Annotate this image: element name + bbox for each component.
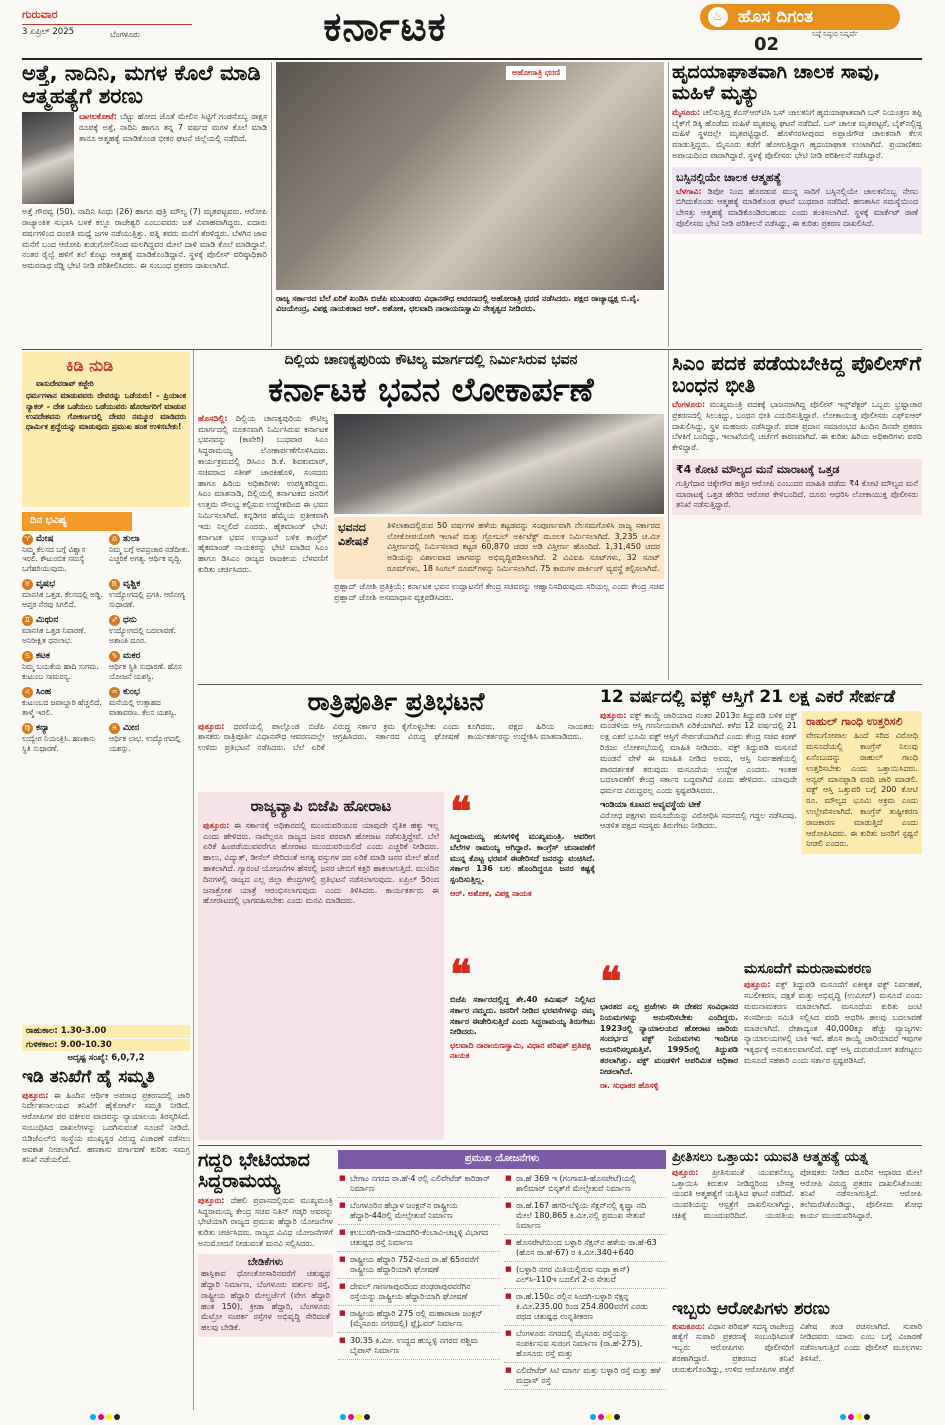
- boxed-story: [672, 459, 922, 515]
- zodiac-icon: ♊: [22, 615, 33, 626]
- zodiac-text: ಉದ್ಯೋಗದಲ್ಲಿ ಬದಲಾವಣೆ. ಅಶಾಂತಿ ದೂರ.: [109, 626, 177, 645]
- horoscope-title: ದಿನ ಭವಿಷ್ಯ: [22, 512, 132, 531]
- body-text: ಸಿಎಂ ಮಾತನಾಡಿ, ದಿಲ್ಲಿಯಲ್ಲಿ ಕರ್ನಾಟಕದ ಜನರಿಗೆ ಉತ್ತಮ ಸೌಲಭ್ಯ ಕಲ್ಪಿಸುವ ಉದ್ದೇಶದಿಂದ ಈ ಭವನ ನಿರ್ಮಿಸಲಾಗಿದೆ. ಕನ್ನಡಿಗರ ಹೆಮ್ಮೆಯ ಪ್ರತೀಕವಾಗಿ ಇದು ನಿಲ್ಲಲಿದೆ ಎಂದರು. ಹೈಕಮಾಂಡ್ ಭೇಟಿ: ಕರ್ನಾಟಕ ಭವನ ಉದ್ಘಾಟನೆ ಬಳಿಕ ಕಾಂಗ್ರೆಸ್ ಹೈಕಮಾಂಡ್ ನಾಯಕರನ್ನು ಭೇಟಿ ಮಾಡಿದ ಸಿಎಂ ಹಾಗೂ ಡಿಸಿಎಂ ರಾಜ್ಯದ ರಾಜಕೀಯ ಬೆಳವಣಿಗೆ ಕುರಿತು ಚರ್ಚಿಸಿದರು.: [198, 489, 328, 574]
- demands-body: ಹಾಸ್ಪಿಕಾವ ಧೋಂತೋಸಾರಿನವರೆಗೆ ಚತುಷ್ಪಥ ಹೆದ್ದಾರಿ ನಿರ್ಮಾಣ, ಬೆಂಗಳೂರು ವರ್ತುಲ ರಸ್ತೆ, ರಾಷ್ಟ್ರೀಯ ಹೆದ್ದಾರಿ ಮೇಲ್ದರ್ಜೆಗೆ (ವೇಗ ಹೆದ್ದಾರಿ ಹಂತ 150), ಕ್ರೀಡಾ ಹೆದ್ದಾರಿ, ಬೆಂಗಳೂರು ಮೆಟ್ರೋ ಸಂಪರ್ಕ ರಸ್ತೆಗಳ ಅಭಿವೃದ್ಧಿ ಸೇರಿದಂತೆ ಹಲವು ಬೇಡಿಕೆ.: [201, 1269, 330, 1333]
- body-text: ವಕ್ಫ್ ಕಾಯ್ದೆ ಜಾರಿಯಾದ ನಂತರ 2013ರ ತಿದ್ದುಪಡಿ ಬಳಿಕ ವಕ್ಫ್ ಮಂಡಳಿಯ ಆಸ್ತಿ ಗಣನೀಯವಾಗಿ ಏರಿಕೆಯಾಗಿದೆ. ಕಳೆದ 12 ವರ್ಷದಲ್ಲಿ 21 ಲಕ್ಷ ಎಕರೆ ಭೂಮಿ ವಕ್ಫ್ ಆಸ್ತಿಗೆ ಸೇರ್ಪಡೆಯಾಗಿದೆ ಎಂದು ಕೇಂದ್ರ ಸಚಿವ ಕಿರಣ್ ರಿಜಿಜು ಲೋಕಸಭೆಯಲ್ಲಿ ಮಾಹಿತಿ ನೀಡಿದರು. ವಕ್ಫ್ ತಿದ್ದುಪಡಿ ಮಸೂದೆ ಮಂಡನೆ ವೇಳೆ ಈ ಮಾಹಿತಿ ನೀಡಿದ ಅವರು, ಆಸ್ತಿ ನಿರ್ವಹಣೆಯಲ್ಲಿ ಪಾರದರ್ಶಕತೆ ತರುವುದು ಮಸೂದೆಯ ಉದ್ದೇಶ ಎಂದರು. ಇಂತಹ ಬದಲಾವಣೆಗೆ ಕೇಂದ್ರ ಸರ್ಕಾರ ಬದ್ಧವಾಗಿದೆ ಎಂದು ಹೇಳಿದರು. ಯಾವುದೇ ಧರ್ಮದ ವಿರುದ್ಧವಲ್ಲ ಎಂದು ಸ್ಪಷ್ಟಪಡಿಸಿದರು.: [600, 710, 797, 796]
- dateline: ಪುತ್ತೂರು:: [22, 1090, 49, 1100]
- zodiac-text: ನಿಮ್ಮ ಬಯಕೆಯ ಹಾದಿ ಸುಗಮ. ಕುಟುಂಬ ಸಾಮರಸ್ಯ.: [22, 662, 99, 681]
- kicker: ದಿಲ್ಲಿಯ ಚಾಣಕ್ಯಪುರಿಯ ಕೌಟಿಲ್ಯ ಮಾರ್ಗದಲ್ಲಿ ನಿರ್ಮಿಸಿರುವ ಭವನ: [284, 352, 578, 368]
- boxed-story: [672, 167, 922, 234]
- zodiac-text: ನಿಮ್ಮ ಬಗ್ಗೆ ಅಪಪ್ರಚಾರ ನಡೆದೀತು. ಎಚ್ಚರಿಕೆ ಅಗತ್ಯ. ಆರ್ಥಿಕ ವೃದ್ಧಿ.: [109, 544, 190, 564]
- horoscope-item: [22, 723, 103, 753]
- headline: ಗದ್ದರಿ ಭೇಟಿಯಾದ ಸಿದ್ದರಾಮಯ್ಯ: [198, 1150, 310, 1192]
- scheme-item: ■ ಬೆಂಗಳೂರಿನ ಹೆಬ್ಬಾಳ ಜಂಕ್ಷನ್‌ನ ರಾಷ್ಟ್ರೀಯ ಹೆದ್ದಾರಿ-44ರಲ್ಲಿ ಮೇಲ್ಸೇತುವೆ ನಿರ್ಮಾಣ: [338, 1198, 500, 1225]
- body-text: ವಕ್ಫ್ ತಿದ್ದುಪಡಿ ಮಸೂದೆಗೆ ಏಕೀಕೃತ ವಕ್ಫ್ ನಿರ್ವಹಣೆ, ಸಬಲೀಕರಣ, ದಕ್ಷತೆ ಮತ್ತು ಅಭಿವೃದ್ಧಿ (ಉಮೀದ್) ಮಸೂದೆ ಎಂದು ಮರುನಾಮಕರಣ ಮಾಡಲಾಗಿದೆ. ಮಸೂದೆಯ ಕುರಿತು ಜಂಟಿ ಸಂಸದೀಯ ಸಮಿತಿ ಸಲ್ಲಿಸಿದ ವರದಿ ಆಧರಿಸಿ ಹಲವು ಬದಲಾವಣೆ ಮಾಡಲಾಗಿದೆ. ದೇಶಾದ್ಯಂತ 40,000ಕ್ಕೂ ಹೆಚ್ಚು ವ್ಯಾಜ್ಯಗಳು ನ್ಯಾಯಾಲಯಗಳಲ್ಲಿ ಬಾಕಿ ಇವೆ. ಹೊಸ ಕಾಯ್ದೆ ಜಾರಿಯಾದರೆ ಇವುಗಳ ಇತ್ಯರ್ಥಕ್ಕೆ ಅನುಕೂಲವಾಗಲಿದೆ. ವಕ್ಫ್ ಆಸ್ತಿ ದುರುಪಯೋಗ ತಡೆಗಟ್ಟಲು ಮಸೂದೆ ಸಹಕಾರಿ ಎಂದು ಸರ್ಕಾರ ಸ್ಪಷ್ಟಪಡಿಸಿದೆ.: [744, 980, 922, 1065]
- horoscope: [22, 512, 190, 777]
- body-text: ದಿಲ್ಲಿಯ ಚಾಣಕ್ಯಪುರಿಯ ಕೌಟಿಲ್ಯ ಮಾರ್ಗದಲ್ಲಿ ನೂತನವಾಗಿ ನಿರ್ಮಿಸಿರುವ ಕರ್ನಾಟಕ ಭವನವನ್ನು (ಕಾವೇರಿ) ಬುಧವಾರ ಸಿಎಂ ಸಿದ್ದರಾಮಯ್ಯ ಲೋಕಾರ್ಪಣೆಗೊಳಿಸಿದರು. ಕಾರ್ಯಕ್ರಮದಲ್ಲಿ ಡಿಸಿಎಂ ಡಿ.ಕೆ. ಶಿವಕುಮಾರ್, ಸಚಿವರಾದ ಸತೀಶ್ ಜಾರಕಿಹೊಳಿ, ಸಂಸದರು ಹಾಗೂ ಹಿರಿಯ ಅಧಿಕಾರಿಗಳು ಉಪಸ್ಥಿತರಿದ್ದರು.: [198, 413, 328, 488]
- zodiac-text: ಆರ್ಥಿಕ ಸ್ಥಿತಿ ಸುಧಾರಣೆ. ಹೊಸ ಯೋಜನೆ ಯಶಸ್ವಿ.: [109, 662, 182, 681]
- body-text: ಚಲಿಸುತ್ತಿದ್ದ ಕೆಎಸ್‌ಆರ್‌ಟಿಸಿ ಬಸ್ ಚಾಲಕನಿಗೆ ಹೃದಯಾಘಾತವಾಗಿ ಬಸ್ ನಿಯಂತ್ರಣ ತಪ್ಪಿ ಬೈಕ್‌ಗೆ ಡಿಕ್ಕಿ ಹೊಡೆದು ಮಹಿಳೆ ಮೃತಪಟ್ಟ ಘಟನೆ ನಡೆದಿದೆ. ಬಸ್ ಚಾಲಕ ಮೃತಪಟ್ಟರೆ, ಬೈಕ್‌ನಲ್ಲಿದ್ದ ಮಹಿಳೆ ಸ್ಥಳದಲ್ಲೇ ಮೃತಪಟ್ಟಿದ್ದಾರೆ. ಹೊಳೆನರಸೀಪುರದ ಅಪ್ಪಾಜಿಗೌಡ ಚಾಲಕನಾಗಿ ಕೆಲಸ ಮಾಡುತ್ತಿದ್ದರು. ಮೈಸೂರು ಕಡೆಗೆ ಹೋಗುತ್ತಿದ್ದಾಗ ಹೃದಯಾಘಾತ ಉಂಟಾಗಿದೆ. ಪ್ರಯಾಣಿಕರು ಅಪಾಯದಿಂದ ಪಾರಾಗಿದ್ದಾರೆ. ಸ್ಥಳಕ್ಕೆ ಪೊಲೀಸರು ಭೇಟಿ ನೀಡಿ ಪರಿಶೀಲನೆ ನಡೆಸಿದ್ದಾರೆ.: [672, 107, 922, 160]
- zodiac-icon: ♈: [22, 534, 33, 545]
- story-youth: [672, 1150, 922, 1295]
- headline: ಸಿಎಂ ಪದಕ ಪಡೆಯಬೇಕಿದ್ದ ಪೊಲೀಸ್‌ಗೆ ಬಂಧನ ಭೀತಿ: [672, 352, 921, 397]
- horoscope-item: [109, 723, 190, 753]
- flame-icon: ♨: [708, 7, 728, 27]
- zodiac-text: ಉದ್ವೇಗ ನಿಯಂತ್ರಿಸಿ. ಹಣಕಾಸು ಸ್ಥಿತಿ ಸುಧಾರಣೆ.: [22, 734, 96, 753]
- section-rule: [22, 349, 922, 350]
- registration-marks: [340, 1413, 374, 1421]
- page-number: 02: [754, 34, 780, 55]
- section-rule: [198, 1145, 922, 1146]
- zodiac-text: ಮನೆಯಲ್ಲಿ ಉತ್ಸಾಹದ ವಾತಾವರಣ. ಕೆಲಸ ಯಶಸ್ವಿ.: [109, 698, 177, 717]
- scheme-item: ■ ಕಲಬುರಗಿ-ವಾಡಿ-ಯಾದಗಿರಿ-ಕೆಂಬಾವಿ-ಚಟ್ನಳ್ಳಿ ವಿಭಾಗದ ಚತುಷ್ಪಥ ರಸ್ತೆ ನಿರ್ಮಾಣ: [338, 1225, 500, 1252]
- body-text: ಪ್ರೀತಿಸುವಂತೆ ಯುವಕನೊಬ್ಬ ಒತ್ತಾಯಿಸಿ ಕಿರುಕುಳ ನೀಡಿದ್ದರಿಂದ ಬೇಸತ್ತ ಯುವತಿ ಆತ್ಮಹತ್ಯೆಗೆ ಯತ್ನಿಸಿದ ಘಟನೆ ನಡೆದಿದೆ. ಯುವತಿಯನ್ನು ಆಸ್ಪತ್ರೆಗೆ ದಾಖಲಿಸಲಾಗಿದ್ದು, ಚಿಕಿತ್ಸೆ ಮುಂದುವರಿದಿದೆ. ಯುವತಿಯ ಪೋಷಕರು ನೀಡಿದ ದೂರಿನ ಆಧಾರದ ಮೇಲೆ ಆರೋಪಿ ವಿರುದ್ಧ ಪ್ರಕರಣ ದಾಖಲಿಸಿಕೊಂಡು ತನಿಖೆ ನಡೆಸಲಾಗುತ್ತಿದೆ. ಆರೋಪಿ ತಲೆಮರೆಸಿಕೊಂಡಿದ್ದು, ಪೊಲೀಸರು ಶೋಧ ಕಾರ್ಯ ಮುಂದುವರಿಸಿದ್ದಾರೆ.: [672, 1167, 922, 1221]
- horoscope-item: [109, 579, 190, 609]
- photo-tag: ಅಹೋರಾತ್ರಿ ಧರಣಿ: [506, 66, 566, 80]
- kidi-body: ಧರ್ಮಗಳಾನ ಮಾಡುವವರು ದೇವರನ್ನು ಒಡೆಯರು! – ಪ್ರಿಯಾಂಕ ನ್ಯಾಕರ್ – ದೇಶ ಒಡೆಯಲು ಒಡೆಯುವರು ಹೊರಜಗರಿಗೆ ಮಾಡುವ ಉಪದೇಶವನು ಗೋಕರ್ಣದಲ್ಲಿ ದೇವರ ನಮ್ಮೂರ ಮಾಡಿದರು ಧಾರ್ಮಿಕ ಶ್ರದ್ಧೆಯನ್ನು ಮಾಡುವುದು ಪ್ರಮುಖ ಹಂತ ಉಳಿಸಬೇಕು!: [26, 391, 186, 431]
- body-text: ಧರಣಿಯಲ್ಲಿ ಪಾಲ್ಗೊಂಡ ಬಿಜೆಪಿ ಶಾಸಕರು ರಾತ್ರಿಪೂರ್ತಿ ವಿಧಾನಸೌಧ ಆವರಣದಲ್ಲೇ ಉಳಿದು ಪ್ರತಿಭಟನೆ ನಡೆಸಿದರು. ಬೆಲೆ ಏರಿಕೆ ವಿರುದ್ಧ ಸರ್ಕಾರ ಕ್ರಮ ಕೈಗೊಳ್ಳಬೇಕು ಎಂದು ಆಗ್ರಹಿಸಿದರು. ಸರ್ಕಾರದ ವಿರುದ್ಧ ಘೋಷಣೆ ಕೂಗಿದರು. ಪಕ್ಷದ ಹಿರಿಯ ನಾಯಕರು ಕಾರ್ಯಕರ್ತರನ್ನು ಉದ್ದೇಶಿಸಿ ಮಾತನಾಡಿದರು.: [198, 721, 594, 753]
- scheme-item: ■ ಹೊಸಪೇಟೆಯಿಂದ ಬಳ್ಳಾರಿ ಸೆಕ್ಷನ್‌ನ ಹಳೆಯ ರಾ.ಹೆ-63 (ಹೊಸ ರಾ.ಹೆ-67) ರ ಕಿ.ಮೀ.340+640: [504, 1235, 666, 1262]
- divider: [668, 350, 669, 680]
- story-bjp-statewide: [198, 792, 444, 1140]
- header-dateline: [22, 8, 192, 44]
- scheme-item: ■ ರಾಷ್ಟ್ರೀಯ ಹೆದ್ದಾರಿ 275 ರಲ್ಲಿ ಮಹಾರಾಜಾ ಜಂಕ್ಷನ್ (ಮೈಸೂರು ನಗರದಲ್ಲಿ) ಫ್ಲೈಓವರ್ ನಿರ್ಮಾಣ: [338, 1306, 500, 1333]
- dateline: ಪುತ್ತೂರು:: [744, 980, 771, 990]
- quote-text: ಸಿದ್ದರಾಮಯ್ಯ ಹುಸಿಗಳಿಕ್ಕೆ ಮುಖ್ಯಮಂತ್ರಿ. ಆವರೀಗ ಬೆಲೆಗಳ ರಾಮಯ್ಯ ಆಗಿದ್ದಾರೆ. ಕಾಂಗ್ರೆಸ್ ಚುನಾವಣೆಗೆ ಮುನ್ನ ಕೊಟ್ಟ ಭರವಸೆ ಈಡೇರಿಸದೆ ಜನರನ್ನು ವಂಚಿಸಿದೆ. ಸರ್ಕಾರ 136 ಬಲ ಹೊಂದಿದ್ದರೂ ಜನರ ಕಷ್ಟಕ್ಕೆ ಸ್ಪಂದಿಸುತ್ತಿಲ್ಲ.: [450, 832, 595, 885]
- brand-tagline: ನಿಷ್ಠೆ ನಿಷ್ಠುರ ನಿಷ್ಕರ್ಷೆ: [812, 30, 858, 38]
- scheme-item: ■ ರಾಷ್ಟ್ರೀಯ ಹೆದ್ದಾರಿ 752-ನಿಂದ ರಾ.ಹೆ 65ರವರೆಗೆ ರಾಷ್ಟ್ರೀಯ ಹೆದ್ದಾರಿಯಾಗಿ ಘೋಷಣೆ: [338, 1252, 500, 1279]
- quote-narayanaswamy: [450, 955, 595, 1140]
- schemes-left-list: [338, 1171, 500, 1390]
- story-murder: [22, 62, 267, 347]
- headline: ಇಬ್ಬರು ಆರೋಪಿಗಳು ಶರಣು: [672, 1300, 830, 1319]
- divider: [668, 62, 669, 347]
- horoscope-item: [22, 651, 103, 681]
- body-text: ಡಿಪೋ ನಿಂದ ಹೊರಡುವ ಮುನ್ನ ಸಾರಿಗೆ ಬಸ್ಸಿನಲ್ಲಿಯೇ ಚಾಲಕನೊಬ್ಬ ನೇಣು ಬಿಗಿದುಕೊಂಡು ಆತ್ಮಹತ್ಯೆ ಮಾಡಿಕೊಂಡ ಘಟನೆ ಬುಧವಾರ ನಡೆದಿದೆ. ಹಣಕಾಸಿನ ಸಮಸ್ಯೆಯಿಂದ ಬೇಸತ್ತು ಆತ್ಮಹತ್ಯೆ ಮಾಡಿಕೊಂಡಿರಬಹುದು ಎಂದು ಶಂಕಿಸಲಾಗಿದೆ. ಸ್ಥಳಕ್ಕೆ ಮಾರ್ಕೆಟ್ ಠಾಣೆ ಪೊಲೀಸರು ಭೇಟಿ ನೀಡಿ ಪರಿಶೀಲನೆ ನಡೆಸಿದ್ದು, ಈ ಕುರಿತು ಪ್ರಕರಣ ದಾಖಲಿಸಿದೆ.: [676, 186, 918, 228]
- timing-box: [22, 1025, 190, 1065]
- quote-author: ಛಲವಾದಿ ನಾರಾಯಣಸ್ವಾಮಿ, ವಿಧಾನ ಪರಿಷತ್ ಪ್ರತಿಪಕ್ಷ ನಾಯಕ: [450, 1041, 591, 1061]
- accused-photo: [22, 112, 74, 204]
- headline: ಹೃದಯಾಘಾತವಾಗಿ ಚಾಲಕ ಸಾವು, ಮಹಿಳೆ ಮೃತ್ಯು: [672, 62, 881, 104]
- zodiac-icon: ♒: [109, 687, 120, 698]
- body-text: ಈ ಹಿಂದಿನ ಆರ್ಥಿಕ ಅಪರಾಧ ಪ್ರಕರಣದಲ್ಲಿ ಜಾರಿ ನಿರ್ದೇಶನಾಲಯದ ತನಿಖೆಗೆ ಹೈಕೋರ್ಟ್ ಸಮ್ಮತಿ ನೀಡಿದೆ. ಆರೋಪಿಗಳ ಪರ ವಕೀಲರ ವಾದವನ್ನು ನ್ಯಾಯಾಲಯ ತಿರಸ್ಕರಿಸಿದೆ. ಸಂಬಂಧಿಸಿದ ದಾಖಲೆಗಳನ್ನು ಒದಗಿಸುವಂತೆ ಸೂಚನೆ ನೀಡಿದೆ. ಬಿಡಿಜೆಎಲ್‌ಬಿ ಸಂಸ್ಥೆಯ ಮುಖ್ಯಸ್ಥರ ವಿರುದ್ಧ ವಿಚಾರಣೆ ನಡೆಸಲು ಅವಕಾಶ ನೀಡಲಾಗಿದೆ. ಹಣಕಾಸು ವರ್ಗಾವಣೆ ಕುರಿತು ಸಮಗ್ರ ತನಿಖೆ ನಡೆಯಲಿದೆ.: [22, 1090, 190, 1165]
- dateline: ಪುತ್ತೂರು:: [203, 820, 230, 830]
- divider: [193, 350, 194, 1410]
- protest-photo: [276, 62, 664, 290]
- zodiac-icon: ♌: [22, 687, 33, 698]
- zodiac-text: ಮಾನಸಿಕ ಒತ್ತಡ ನಿವಾರಣೆ. ಅನಿರೀಕ್ಷಿತ ಧನಲಾಭ.: [22, 626, 86, 645]
- registration-marks: [840, 1413, 874, 1421]
- zodiac-name: ಮೀನ: [123, 722, 140, 733]
- dateline: ತುಮಕೂರು:: [672, 1321, 706, 1331]
- dateline: ಬಾಗಲಕೋಟೆ:: [79, 112, 117, 122]
- horoscope-grid: [22, 534, 190, 757]
- schemes-box: [338, 1150, 666, 1408]
- headline: ರಾತ್ರಿಪೂರ್ತಿ ಪ್ರತಿಭಟನೆ: [307, 688, 485, 716]
- zodiac-text: ನಿಮ್ಮ ಕೆಲಸದ ಬಗ್ಗೆ ವಿಶ್ವಾಸ ಇರಲಿ. ಕೌಟುಂಬಿಕ ಸಮಸ್ಯೆ ಬಗೆಹರಿಯುವುದು.: [22, 544, 86, 573]
- headline: ಪ್ರೀತಿಸಲು ಒತ್ತಾಯ: ಯುವತಿ ಆತ್ಮಹತ್ಯೆ ಯತ್ನ: [672, 1150, 869, 1165]
- body-text: ಈ ಸರ್ಕಾರಕ್ಕೆ ಅಧಿಕಾರದಲ್ಲಿ ಮುಂದುವರಿಯುವ ಯಾವುದೇ ನೈತಿಕ ಹಕ್ಕು ಇಲ್ಲ ಎಂದು ಹೇಳಿದರು. ನಾವೆಲ್ಲರೂ ರಾಜ್ಯದ ಜನರ ಪರವಾಗಿ ಹೋರಾಟ ನಡೆಸುತ್ತಿದ್ದೇವೆ. ಬೆಲೆ ಏರಿಕೆ ಹಿಂಪಡೆಯುವವರೆಗೂ ಹೋರಾಟ ಮುಂದುವರಿಯಲಿದೆ ಎಂದು ಎಚ್ಚರಿಕೆ ನೀಡಿದರು. ಹಾಲು, ವಿದ್ಯುತ್, ಡೀಸೆಲ್ ಸೇರಿದಂತೆ ಅಗತ್ಯ ವಸ್ತುಗಳ ದರ ಏರಿಕೆ ಮಾಡಿ ಜನರ ಮೇಲೆ ಹೊರೆ ಹಾಕಲಾಗಿದೆ. ಗ್ಯಾರಂಟಿ ಯೋಜನೆಗಳ ಹೆಸರಲ್ಲಿ ಜನರ ಜೇಬಿಗೆ ಕತ್ತರಿ ಹಾಕಲಾಗುತ್ತಿದೆ. ಮುಂದಿನ ದಿನಗಳಲ್ಲಿ ರಾಜ್ಯದ ಎಲ್ಲ ಜಿಲ್ಲಾ ಕೇಂದ್ರಗಳಲ್ಲಿ ಪ್ರತಿಭಟನೆ ನಡೆಸಲಾಗುವುದು. ಏಪ್ರಿಲ್ 5ರಿಂದ ಜನಾಕ್ರೋಶ ಯಾತ್ರೆ ಆರಂಭಿಸಲಾಗುವುದು ಎಂದು ತಿಳಿಸಿದರು. ಕಾರ್ಯಕರ್ತರು ಈ ಹೋರಾಟದಲ್ಲಿ ಭಾಗವಹಿಸಬೇಕು ಎಂದು ಮನವಿ ಮಾಡಿದರು.: [203, 820, 439, 906]
- zodiac-name: ತುಲಾ: [123, 533, 140, 544]
- scheme-item: ■ ರಾ.ಹೆ.150ಎ ರಲ್ಲಿನ ಸಿಂದಗಿ-ಬಳ್ಳಾರಿ ಸೆಕ್ಷನ್ನ ಕಿ.ಮೀ.235.00 ರಿಂದ 254.800ವರೆಗೆ ಎರಡು ಪಥದ ಚತುಷ್ಪಥ ಉನ್ನತೀಕರಣ: [504, 1289, 666, 1326]
- kidi-title: ಕಿಡಿ ನುಡಿ: [66, 356, 114, 375]
- zodiac-icon: ♋: [22, 651, 33, 662]
- zodiac-name: ಮಕರ: [123, 650, 141, 661]
- zodiac-icon: ♉: [22, 579, 33, 590]
- dateline: ಪುತ್ತೂರು:: [198, 721, 225, 731]
- quote-ashoka: [450, 792, 595, 952]
- zodiac-text: ಕುಟುಂಬದ ಜವಾಬ್ದಾರಿ ಹೆಚ್ಚಲಿದೆ. ತಾಳ್ಮೆ ಇರಲಿ.: [22, 698, 102, 717]
- horoscope-item: [109, 534, 190, 573]
- header-day: ಗುರುವಾರ: [22, 8, 192, 25]
- story-night-protest: [198, 688, 594, 788]
- zodiac-name: ಮಿಥುನ: [36, 614, 59, 625]
- zodiac-icon: ♐: [109, 615, 120, 626]
- bhavan-features-box: [334, 517, 664, 579]
- dateline: ಬೆಳಗಾವಿ:: [676, 186, 702, 196]
- zodiac-icon: ♓: [109, 723, 120, 734]
- gulika-kala: ಗುಳಿಕಕಾಲ: 9.00-10.30: [22, 1039, 190, 1052]
- story-heart-attack: [672, 62, 922, 347]
- brand-name: ಹೊಸ ದಿಗಂತ: [738, 7, 813, 27]
- protest-photo-story: [276, 62, 664, 347]
- zodiac-text: ಉದ್ಯೋಗದಲ್ಲಿ ಪ್ರಗತಿ. ಆರೋಗ್ಯ ಸುಧಾರಣೆ.: [109, 590, 186, 609]
- story-police-medal: [672, 352, 922, 682]
- dateline: ಪುತ್ತೂರು:: [600, 710, 627, 720]
- zodiac-text: ಆರ್ಥಿಕ ಲಾಭ. ಉದ್ಯೋಗದಲ್ಲಿ ಯಶಸ್ಸು.: [109, 734, 181, 753]
- story-karnataka-bhavan: [198, 352, 664, 682]
- section-title: ಕರ್ನಾಟಕ: [323, 3, 447, 50]
- headline: ರಾಜ್ಯವ್ಯಾಪಿ ಬಿಜೆಪಿ ಹೋರಾಟ: [250, 797, 392, 815]
- rahu-kala: ರಾಹುಕಾಲ: 1.30-3.00: [22, 1025, 190, 1038]
- body-text: ಅತ್ತೆ ಗೌರವ್ವ (50), ನಾದಿನಿ ಸಿಂಧು (26) ಹಾಗೂ ಪುತ್ರಿ ಮೌಲ್ಯ (7) ಮೃತಪಟ್ಟವರು. ಆರೋಪಿ ರಾಜ್ಯಾಂಕಿತ ಸುಭಾಸಿ ಬಳಕೆ ಕಲ್ಲೂ ರಾಜೇಶ್ವರಿ ಎಂಬುವವರು ಜತೆ ವಿವಾಹವಾಗಿದ್ದರು. ಐದಾರು ವರ್ಷಗಳಿಂದ ದಂಪತಿ ಮಧ್ಯೆ ಜಗಳ ನಡೆಯುತ್ತಿತ್ತು. ಪತ್ನಿ ತವರು ಮನೆಗೆ ತೆರಳಿದ್ದರು. ಬೆಳಗಿನ ಜಾವ ಮನೆಗೆ ಬಂದ ಆರೋಪಿ ಕುಡುಗೋಲಿನಿಂದ ಮಲಗಿದ್ದವರ ಮೇಲೆ ದಾಳಿ ಮಾಡಿ ಕೊಲೆ ಮಾಡಿದ್ದಾನೆ. ನಂತರ ರೈಲ್ವೆ ಹಳಿಗೆ ತಲೆ ಕೊಟ್ಟು ಆತ್ಮಹತ್ಯೆ ಮಾಡಿಕೊಂಡಿದ್ದಾನೆ. ಸ್ಥಳಕ್ಕೆ ಪೊಲೀಸ್ ವರಿಷ್ಠಾಧಿಕಾರಿ ಅಮರನಾಥ ರೆಡ್ಡಿ ಭೇಟಿ ನೀಡಿ ಪರಿಶೀಲಿಸಿದರು. ಈ ಸಂಬಂಧ ಪ್ರಕರಣ ದಾಖಲಾಗಿದೆ.: [22, 207, 267, 271]
- box-body: ವೇಣುಗೋಪಾಲ ಹಿಂದೆ ಸರಿದ ವಿರೋಧಿ ಮಸೂದೆಯಲ್ಲಿ ಕಾಂಗ್ರೆಸ್ ನಿಲುವು ಏನೆಂಬುದನ್ನು ರಾಹುಲ್ ಗಾಂಧಿ ಉತ್ತರಿಸಬೇಕು ಎಂದು ಒತ್ತಾಯಿಸಿದರು. ಅನ್ವರ್ ಮಾನಪ್ಪಾಡಿ ವರದಿ ಜಾರಿ ಮಾಡಲಿ. ವಕ್ಫ್ ಆಸ್ತಿ ಒತ್ತುವರಿ ಬಗ್ಗೆ 200 ಕೋಟಿ ರೂ. ಮೌಲ್ಯದ ಭೂಮಿ ಅಕ್ರಮ ಎಂದು ಉಲ್ಲೇಖಿಸಲಾಗಿದೆ. ಕಾಂಗ್ರೆಸ್ ತುಷ್ಟೀಕರಣ ರಾಜಕಾರಣ ಮಾಡುತ್ತಿದೆ ಎಂದು ಆರೋಪಿಸಿದರು. ಈ ಕುರಿತು ಜನರಿಗೆ ಸ್ಪಷ್ಟನೆ ನೀಡಲಿ ಎಂದರು.: [806, 731, 918, 849]
- header-city: ಬೆಂಗಳೂರು: [110, 30, 140, 39]
- demands-box: [198, 1254, 333, 1337]
- horoscope-item: [109, 615, 190, 645]
- zodiac-icon: ♑: [109, 651, 120, 662]
- body-text: ದೆಹಲಿ ಪ್ರವಾಸದಲ್ಲಿರುವ ಮುಖ್ಯಮಂತ್ರಿ ಸಿದ್ದರಾಮಯ್ಯ ಕೇಂದ್ರ ಸಚಿವ ನಿತಿನ್ ಗಡ್ಕರಿ ಅವರನ್ನು ಭೇಟಿಯಾಗಿ ರಾಜ್ಯದ ಪ್ರಮುಖ ಹೆದ್ದಾರಿ ಯೋಜನೆಗಳ ಕುರಿತು ಚರ್ಚಿಸಿದರು. ರಾಜ್ಯದ ವಿವಿಧ ಯೋಜನೆಗಳಿಗೆ ಅನುಮೋದನೆ ನೀಡುವಂತೆ ಮನವಿ ಸಲ್ಲಿಸಿದರು.: [198, 1195, 333, 1248]
- divider: [271, 62, 272, 347]
- registration-marks: [90, 1413, 124, 1421]
- zodiac-name: ವೃಷಭ: [36, 578, 56, 589]
- scheme-item: ■ ರಾ.ಹೆ.167 ಹಗರಿ-ಬೆಳ್ಳಿಯ ಸೆಕ್ಷನ್‌ನಲ್ಲಿ ಕೃಷ್ಣಾ ನದಿ ಮೇಲೆ 180.865 ಕಿ.ಮೀ.ನಲ್ಲಿ ಪ್ರಮುಖ ಸೇತುವೆ ನಿರ್ಮಾಣ: [504, 1198, 666, 1235]
- zodiac-name: ಸಿಂಹ: [36, 686, 52, 697]
- horoscope-item: [109, 651, 190, 681]
- zodiac-name: ಧನು: [123, 614, 137, 625]
- story-ed: [22, 1068, 190, 1408]
- dateline: ಪುತ್ತೂರು:: [672, 1167, 699, 1177]
- headline: ಮಸೂದೆಗೆ ಮರುನಾಮಕರಣ: [744, 962, 872, 977]
- dateline: ಪುತ್ತೂರು:: [198, 1195, 225, 1205]
- zodiac-icon: ♍: [22, 723, 33, 734]
- brand-badge: [700, 4, 900, 30]
- quote-text: ಭಾರತದ ಎಲ್ಲ ಪ್ರಜೆಗಳು ಈ ದೇಶದ ಸಂವಿಧಾನದ ನಿಯಮಗಳನ್ನು ಅನುಸರಿಸಬೇಕು ಎಂದಿದ್ದರು. 1923ರಲ್ಲಿ ನ್ಯಾಯಾಲಯದ ಹೋರಾಟ ಜಾರಿಯ ಸಂದರ್ಭದ ವಕ್ಫ್ ನಿಯಮಗಳು ಇಂದಿಗೂ ಅನುಸರಿಸಲ್ಪಡುತ್ತಿವೆ. 1995ರಲ್ಲಿ ತಿದ್ದುಪಡಿ ತರಲಾಗಿತ್ತು. ವಕ್ಫ್ ಮಂಡಳಿಗೆ ಅಪರಿಮಿತ ಅಧಿಕಾರ ನೀಡಲಾಗಿದೆ.: [600, 1002, 738, 1076]
- body-text: ವಿಧಾನ ಪರಿಷತ್ ಸದಸ್ಯ ರಾಜೇಂದ್ರ ಹತ್ಯೆಗೆ ಸುಪಾರಿ ಪ್ರಕರಣಕ್ಕೆ ಸಂಬಂಧಿಸಿದಂತೆ ಇಬ್ಬರು ಆರೋಪಿಗಳು ಪೊಲೀಸರಿಗೆ ಶರಣಾಗಿದ್ದಾರೆ. ಪ್ರಕರಣದ ತನಿಖೆ ಚುರುಕುಗೊಂಡಿದ್ದು, ಉಳಿದ ಆರೋಪಿಗಳ ಪತ್ತೆಗೆ ವಿಶೇಷ ತಂಡ ರಚಿಸಲಾಗಿದೆ. ಸುಪಾರಿ ನೀಡಿದವರು ಯಾರು ಎಂಬ ಬಗ್ಗೆ ವಿಚಾರಣೆ ನಡೆಸಲಾಗುತ್ತಿದೆ ಎಂದು ಪೊಲೀಸ್ ಮೂಲಗಳು ತಿಳಿಸಿವೆ.: [672, 1321, 922, 1374]
- scheme-item: ■ ದೇವಲ್ ಗಾಣಗಾಪುರದಿಂದ ಪಂಢರಾಪುರವರೆಗಿನ ರಸ್ತೆಯನ್ನು ರಾಷ್ಟ್ರೀಯ ಹೆದ್ದಾರಿಯಾಗಿ ಘೋಷಣೆ: [338, 1279, 500, 1306]
- section-rule: [198, 684, 922, 685]
- headline: ಅತ್ತೆ, ನಾದಿನಿ, ಮಗಳ ಕೊಲೆ ಮಾಡಿ ಆತ್ಮಹತ್ಯೆಗೆ ಶರಣು: [22, 62, 261, 109]
- quote-mark-icon: ❝: [600, 962, 622, 1005]
- scheme-item: ■ (ಬಳ್ಳಾರಿ ನಗರ ಮಿತಿಯಲ್ಲಿರುವ ಸುಧಾ ಕ್ರಾಸ್) ಎಲ್‌ಸಿ-110ಇ ಬದಲಿಗೆ 2-ರ ಸೇತುವೆ: [504, 1262, 666, 1289]
- scheme-item: ■ 30.35 ಕಿ.ಮೀ. ಉದ್ದದ ಹುಬ್ಬಳ್ಳಿ ನಗರದ ಪಶ್ಚಿಮ ಬೈಪಾಸ್ ನಿರ್ಮಾಣ: [338, 1333, 500, 1360]
- schemes-title: ಪ್ರಮುಖ ಯೋಜನೆಗಳು: [338, 1150, 666, 1169]
- registration-marks: [590, 1413, 624, 1421]
- quote-author: ರಾ. ಸುಧಾಕರ ಹೊಸಳ್ಳಿ: [600, 1080, 659, 1090]
- box-body: ಗುತ್ತಿಗೆದಾರ ಚಿಕ್ಕೇಗೌಡ ಹತ್ತಿರ ಆರೋಪಿ ಎಂಬುದರ ಮಾಹಿತಿ ಪಡೆದು ₹4 ಕೋಟಿ ಮೌಲ್ಯದ ಮನೆ ಮಾರಾಟಕ್ಕೆ ಒತ್ತಡ ಹೇರಿದ ಆರೋಪ ಕೇಳಿಬಂದಿದೆ. ದೂರು ಆಧರಿಸಿ ಲೋಕಾಯುಕ್ತ ಪೊಲೀಸರು ತನಿಖೆ ನಡೆಸುತ್ತಿದ್ದಾರೆ.: [676, 478, 918, 510]
- brand-logo: [700, 4, 920, 56]
- headline: 12 ವರ್ಷದಲ್ಲಿ ವಕ್ಫ್ ಆಸ್ತಿಗೆ 21 ಲಕ್ಷ ಎಕರೆ ಸೇರ್ಪಡೆ: [600, 688, 896, 707]
- horoscope-item: [22, 687, 103, 717]
- headline: ಇಡಿ ತನಿಖೆಗೆ ಹೈ ಸಮ್ಮತಿ: [22, 1068, 155, 1087]
- headline: ಕರ್ನಾಟಕ ಭವನ ಲೋಕಾರ್ಪಣೆ: [268, 369, 594, 409]
- story-waqf: [600, 688, 922, 958]
- header-rule: [22, 58, 922, 60]
- subhead: ಇಂಡಿಯಾ ಕೂಟದ ಅವ್ಯವಸ್ಥೆಯ ಟೀಕೆ: [600, 800, 701, 811]
- quote-sudhakar: [600, 962, 738, 1140]
- header-date: 3 ಏಪ್ರಿಲ್ 2025: [22, 26, 75, 37]
- story-bill-rename: [744, 962, 922, 1140]
- box-headline: ಬಸ್ಸಿನಲ್ಲಿಯೇ ಚಾಲಕ ಆತ್ಮಹತ್ಯೆ: [676, 170, 782, 184]
- kidi-nudi-box: [22, 352, 190, 507]
- quote-mark-icon: ❝: [450, 792, 472, 835]
- photo-caption: ರಾಜ್ಯ ಸರ್ಕಾರದ ಬೆಲೆ ಏರಿಕೆ ಖಂಡಿಸಿ ಬಿಜೆಪಿ ಮುಖಂಡರು ವಿಧಾನಸೌಧ ಆವರಣದಲ್ಲಿ ಅಹೋರಾತ್ರಿ ಧರಣಿ ನಡೆಸಿದರು. ಪಕ್ಷದ ರಾಜ್ಯಾಧ್ಯಕ್ಷ ಬಿ.ವೈ. ವಿಜಯೇಂದ್ರ, ವಿಪಕ್ಷ ನಾಯಕರಾದ ಆರ್. ಅಶೋಕ, ಛಲವಾದಿ ನಾರಾಯಣಸ್ವಾಮಿ ನೇತೃತ್ವದ ನೀಡಿದರು.: [276, 294, 640, 314]
- dateline: ಮೈಸೂರು:: [672, 107, 701, 117]
- inauguration-photo: [334, 414, 664, 514]
- horoscope-item: [22, 534, 103, 573]
- rahul-box: [802, 711, 922, 855]
- scheme-item: ■ ರಾ.ಹೆ 369 ಇ (ಗಂಗಾವತಿ-ಹೊಸಪೇಟೆ)ಯಲ್ಲಿ ಶಾಲಿಮಾರ್ ಬಿಸ್ಕತ್‌ಗೆ ಮೇಲ್ಸೇತುವೆ ನಿರ್ಮಾಣ: [504, 1171, 666, 1198]
- horoscope-item: [22, 579, 103, 609]
- dateline: ಹೊಸದಿಲ್ಲಿ:: [198, 413, 228, 423]
- lucky-number: ಅದೃಷ್ಟ ಸಂಖ್ಯೆ: 6,0,7,2: [67, 1053, 145, 1064]
- kidi-author: ವಾಸುದೇವರಾವ್ ಕಜ್ಜೇರಿ: [36, 379, 94, 388]
- quote-text: ಬಿಜೆಪಿ ಸರ್ಕಾರದಲ್ಲಿದ್ದ ಶೇ.40 ಕಮಿಷನ್ ನಿಲ್ಲಿಸಿದ ಸರ್ಕಾರ ನಮ್ಮದು. ಜನರಿಗೆ ನೀಡಿದ ಭರವಸೆಗಳನ್ನು ನಮ್ಮ ಸರ್ಕಾರ ಈಡೇರಿಸುತ್ತಿದೆ ಎಂದು ಸಿದ್ದರಾಮಯ್ಯ ತಿರುಗೇಟು ನೀಡಿದರು.: [450, 995, 595, 1037]
- zodiac-name: ಮೇಷ: [36, 533, 54, 544]
- box-headline: ₹4 ಕೋಟಿ ಮೌಲ್ಯದ ಮನೆ ಮಾರಾಟಕ್ಕೆ ಒತ್ತಡ: [676, 462, 840, 476]
- zodiac-text: ಮಾನಸಿಕ ಒತ್ತಡ. ಕೆಲಸದಲ್ಲಿ ಅಡ್ಡಿ. ಆಪ್ತರ ನೆರವು ಸಿಗಲಿದೆ.: [22, 590, 103, 609]
- box-body: ತಿಳಿಲಾಕಾದಲ್ಲಿರುವ 50 ವರ್ಷಗಳ ಹಳೆಯ ಕಟ್ಟಡವನ್ನು ಸಂಪೂರ್ಣವಾಗಿ ನೆಲಸಮಗೊಳಿಸಿ ರಾಜ್ಯ ಸರ್ಕಾರದ ಲೋಕೋಪಯೋಗಿ ಇಲಾಖೆ ಮತ್ತು ಗ್ಲೋಬಲ್ ಅರ್ಕಿಟೆಕ್ಟ್ ಮೂಲಕ ನಿರ್ಮಿಸಲಾಗಿದೆ. 3,235 ಚ.ಮೀ ವಿಸ್ತೀರ್ಣದಲ್ಲಿ ನಿರ್ಮಿಸಲಾದ ಕಟ್ಟಡ 60,870 ಚದರ ಅಡಿ ವಿಸ್ತೀರ್ಣ ಹೊಂದಿದೆ. 1,31,450 ಚದರ ಅಡಿಯನ್ನು ವಿಶಾಲವಾದ ಜಾಗವನ್ನು ಅಭಿವೃದ್ಧಿಪಡಿಸಲಾಗಿದೆ. 2 ವಿವಿಐಪಿ ಸೂಟ್‌ಗಳು, 32 ಸೂಟ್ ರೂಮ್‌ಗಳು, 18 ಸಿಂಗಲ್ ರೂಮ್‌ಗಳನ್ನು ನಿರ್ಮಿಸಲಾಗಿದೆ. 75 ಕಾರುಗಳ ಪಾರ್ಕಿಂಗ್ ವ್ಯವಸ್ಥೆ ಕಲ್ಪಿಸಲಾಗಿದೆ.: [387, 520, 660, 573]
- box-headline: ರಾಹುಲ್ ಗಾಂಧಿ ಉತ್ತರಿಸಲಿ: [806, 714, 903, 728]
- scheme-item: ■ ಬೆಂಗಳೂರು ನಗರದಲ್ಲಿ ಮೈಸೂರು ರಸ್ತೆಯನ್ನು ಸಂಪರ್ಕಿಸುವ ಸುರಂಗ ನಿರ್ಮಾಣ (ರಾ.ಹೆ-275), ಹೊಸೂರು ರಸ್ತೆ ಮತ್ತು: [504, 1326, 666, 1363]
- zodiac-name: ಕನ್ಯಾ: [36, 722, 50, 733]
- story-gadkari: [198, 1150, 333, 1408]
- zodiac-icon: ♎: [109, 534, 120, 545]
- box-label: ಭವನದ ವಿಶೇಷತೆ: [338, 520, 369, 548]
- horoscope-item: [109, 687, 190, 717]
- dateline: ಬೆಂಗಳೂರು:: [672, 400, 706, 409]
- scheme-item: ■ ಎಲಿವೇಟೆಡ್ ಸಿಟಿ ಮಾರ್ಗ ಮತ್ತು ಬಳ್ಳಾರಿ ರಸ್ತೆ ಮತ್ತು ಹಳೆ ಮದ್ರಾಸ್ ರಸ್ತೆ: [504, 1363, 666, 1390]
- body-text: ವಿರೋಧ ಪಕ್ಷಗಳು ಮಸೂದೆಯನ್ನು ವಿರೋಧಿಸಿ ಸದನದಲ್ಲಿ ಗದ್ದಲ ನಡೆಸಿದವು. ಆಡಳಿತ ಪಕ್ಷದ ಸದಸ್ಯರು ತಿರುಗೇಟು ನೀಡಿದರು.: [600, 810, 797, 831]
- demands-title: ಬೇಡಿಕೆಗಳು: [247, 1256, 284, 1268]
- zodiac-name: ವೃಶ್ಚಿಕ: [123, 578, 141, 589]
- body-text: ಮುಖ್ಯಮಂತ್ರಿ ಪದಕಕ್ಕೆ ಭಾಜನರಾಗಿದ್ದ ಪೊಲೀಸ್ ಇನ್ಸ್‌ಪೆಕ್ಟರ್ ಒಬ್ಬರು ಭ್ರಷ್ಟಾಚಾರ ಪ್ರಕರಣದಲ್ಲಿ ಸಿಲುಕಿದ್ದು, ಬಂಧನ ಭೀತಿ ಎದುರಿಸುತ್ತಿದ್ದಾರೆ. ಲೋಕಾಯುಕ್ತ ಪೊಲೀಸರು ಎಫ್‌ಐಆರ್ ದಾಖಲಿಸಿದ್ದು, ಸ್ಥಳ ಮಹಜರು ನಡೆಸಿದ್ದಾರೆ. ಪದಕ ಪ್ರದಾನ ಸಮಾರಂಭದ ಹಿಂದಿನ ದಿನವೇ ಪ್ರಕರಣ ಬೆಳಕಿಗೆ ಬಂದಿದ್ದು, ಇಲಾಖೆಯಲ್ಲಿ ಚರ್ಚೆಗೆ ಕಾರಣವಾಗಿದೆ. ಈ ಕುರಿತು ಹಿರಿಯ ಅಧಿಕಾರಿಗಳು ವರದಿ ಕೇಳಿದ್ದಾರೆ.: [672, 400, 922, 453]
- story-surrender: [672, 1300, 922, 1408]
- schemes-right-list: [504, 1171, 666, 1390]
- quote-author: ಆರ್. ಅಶೋಕ, ವಿಪಕ್ಷ ನಾಯಕ: [450, 888, 532, 898]
- horoscope-item: [22, 615, 103, 645]
- zodiac-name: ಕುಂಭ: [123, 686, 141, 697]
- zodiac-name: ಕಟಕ: [36, 650, 50, 661]
- scheme-item: ■ ಬೇಗಾಂ ನಗರದ ರಾ.ಹೆ-4 ರಲ್ಲಿ ಎಲಿವೇಟೆಡ್ ಕಾರಿಡಾರ್ ನಿರ್ಮಾಣ: [338, 1171, 500, 1198]
- body-text: ಪ್ರಹ್ಲಾದ್ ಜೋಶಿ ಪ್ರತಿಕ್ರಿಯೆ: ಕರ್ನಾಟಕ ಭವನ ಉದ್ಘಾಟನೆಗೆ ಕೇಂದ್ರ ಸಚಿವರನ್ನು ಆಹ್ವಾನಿಸದಿರುವುದು ಸರಿಯಲ್ಲ ಎಂದು ಕೇಂದ್ರ ಸಚಿವ ಪ್ರಹ್ಲಾದ್ ಜೋಶಿ ಅಸಮಾಧಾನ ವ್ಯಕ್ತಪಡಿಸಿದರು.: [334, 581, 664, 602]
- body-text: ಬೆಟ್ಟು ಹೋದ ಜೊತೆ ಮೇಲಿನ ಸಿಟ್ಟಿಗೆ ಗಂಡನೊಬ್ಬ ರಾಕ್ಷಸ ರೂಪಕ್ಕೆ ಅತ್ತೆ, ನಾದಿನಿ ಹಾಗೂ ತನ್ನ 7 ವರ್ಷದ ಮಗಳ ಕೊಲೆ ಮಾಡಿ ತಾನೂ ಆತ್ಮಹತ್ಯೆ ಮಾಡಿಕೊಂಡ ಭೀಕರ ಘಟನೆ ಜಿಲ್ಲೆಯಲ್ಲಿ ನಡೆದಿದೆ.: [79, 112, 267, 143]
- quote-mark-icon: ❝: [450, 955, 472, 998]
- zodiac-icon: ♏: [109, 579, 120, 590]
